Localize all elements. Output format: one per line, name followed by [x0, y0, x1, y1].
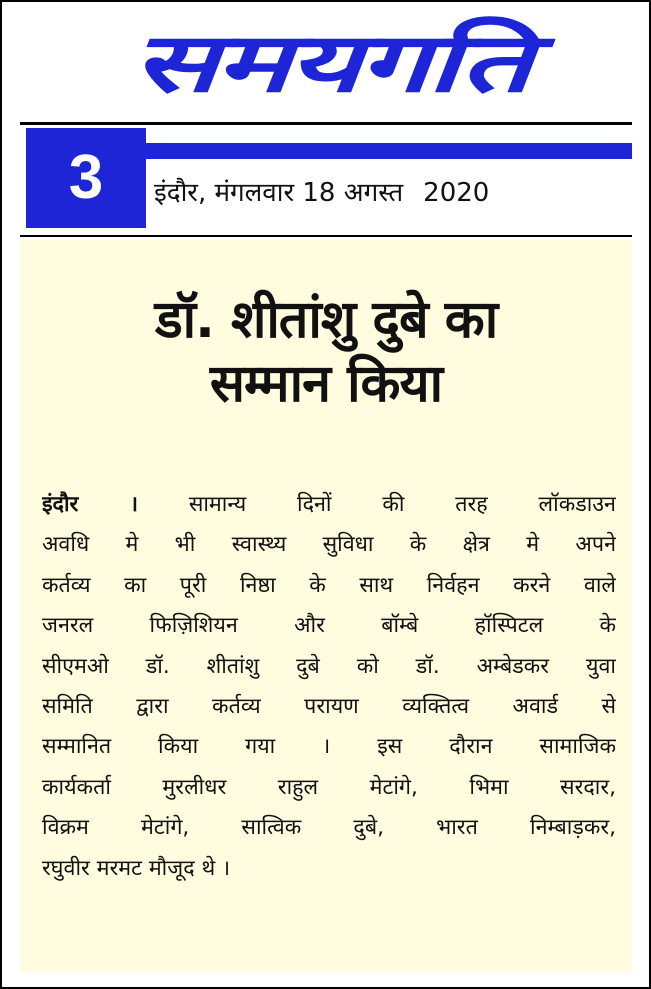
body-line-9: विक्रम मेटांगे, सात्विक दुबे, भारत निम्बाड़कर,	[42, 815, 616, 841]
issue-dateline	[154, 173, 626, 209]
body-line-1-text: सामान्य दिनों की तरह लॉकडाउन	[188, 492, 616, 517]
body-line-4: जनरल फिज़िशियन और बॉम्बे हॉस्पिटल के	[42, 613, 616, 639]
article-body	[42, 485, 616, 889]
headline-line-1: डॉ. शीतांशु दुबे का	[154, 290, 498, 350]
masthead-title: समयगति	[131, 16, 529, 111]
body-line-2: अवधि मे भी स्वास्थ्य सुविधा के क्षेत्र मे अपने	[42, 532, 616, 558]
masthead	[20, 14, 640, 122]
body-line-1	[42, 485, 616, 525]
body-line-7: सम्मानित किया गया । इस दौरान सामाजिक	[42, 734, 616, 760]
blue-strip	[146, 143, 632, 159]
body-line-8: कार्यकर्ता मुरलीधर राहुल मेटांगे, भिमा सरदार,	[42, 774, 616, 800]
body-line-5: सीएमओ डॉ. शीतांशु दुबे को डॉ. अम्बेडकर युवा	[42, 653, 616, 679]
body-line-6: समिति द्वारा कर्तव्य परायण व्यक्तित्व अवार्ड से	[42, 694, 616, 720]
article-headline	[20, 288, 632, 416]
bottom-rule	[20, 235, 632, 237]
article-dateline: इंदौर ।	[42, 492, 138, 517]
issue-year: 2020	[423, 178, 490, 208]
body-line-3: कर्तव्य का पूरी निष्ठा के साथ निर्वहन करने वाले	[42, 572, 616, 598]
headline-line-2: सम्मान किया	[209, 354, 443, 414]
article	[20, 240, 632, 972]
page-number: 3	[26, 128, 146, 228]
body-line-10: रघुवीर मरमट मौजूद थे ।	[42, 855, 231, 881]
issue-bar	[20, 125, 632, 232]
issue-date: इंदौर, मंगलवार 18 अगस्त	[154, 178, 404, 208]
